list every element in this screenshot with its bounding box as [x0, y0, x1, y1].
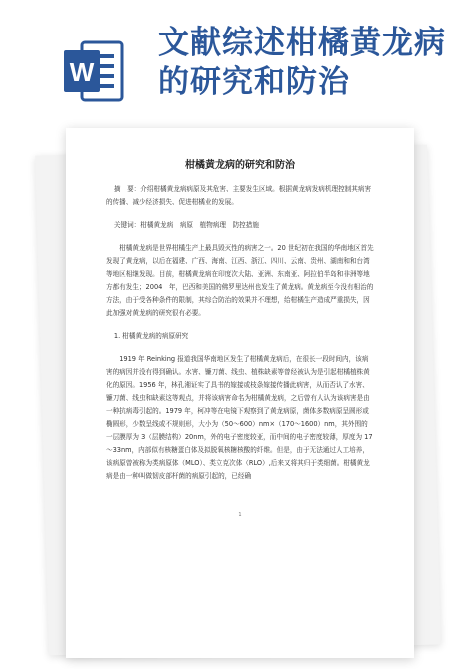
page-number: 1 — [238, 512, 242, 518]
section-heading: 1. 柑橘黄龙病的病原研究 — [113, 332, 189, 340]
word-logo-letter: W — [69, 57, 95, 87]
document-page — [66, 128, 414, 658]
intro-paragraph: 柑橘黄龙病是世界柑橘生产上最具毁灭性的病害之一。20 世纪初在我国的华南地区首先发现了黄龙病，以后在福建、广西、海南、江西、浙江、四川、云南、贵州、湖南和和台湾等地区相继发现。目前，柑橘黄龙病在印度次大陆、亚洲、东南亚、阿拉伯半岛和非洲等地方都有发生；2004 年，巴西和美国的佛罗里达州也发生了黄龙病。黄龙病至今没有相治的方法，由于受各种条件的限制，其综合防治的效果并不理想，给柑橘生产造成严重损失，因此加强对黄龙病的研究很有必要。 — [106, 244, 374, 317]
banner — [0, 0, 474, 128]
abstract-paragraph: 摘 要：介绍柑橘黄龙病病原及其危害、主要发生区域。根据黄龙病发病机理控制其病害的传播、减少经济损失、促进柑橘业的发展。 — [106, 185, 372, 206]
word-document-icon — [62, 38, 124, 104]
keywords-paragraph: 关键词：柑橘黄龙病 病原 植物病理 防控措施 — [113, 221, 259, 229]
document-title: 柑橘黄龙病的研究和防治 — [185, 160, 295, 171]
banner-title: 文献综述柑橘黄龙病的研究和防治 — [158, 25, 446, 100]
section-body-paragraph: 1919 年 Reinking 报道我国华南地区发生了柑橘黄龙病后，在很长一段时间内，该病害的病因并没有得到确认。水害、镰刀菌、线虫、植株缺素等曾经被认为是引起柑橘植株黄化的原因。1956 年，林孔湘证实了具书的嫁接或枝条嫁接传播此病害，从而否认了水害、镰刀菌、线虫和缺素这等观点，并将该病害命名为柑橘黄龙病，之后曾有人认为该病害是由一种抗病毒引起的。1979 年，柯冲等在电镜下观察到了黄龙病原，菌体多数病原呈圆形或椭圆形，少数呈线或不规则形，大小为（50～600）nm×（170～1600）nm，其外围的一层膜厚为 3（层膜结构）20nm，外的电子密度较亚，而中间的电子密度较薄，厚度为 17～33nm，内部似有核糖蛋白体及拟脱氧核糖核酸的纤维。但是，由于无法通过人工培养，该病原曾被称为类病原体（MLO）、类立克次体（RLO）,后来又将其归于类细菌。柑橘黄龙病是由一种叫做韧皮部杆菌的病原引起的，已经确 — [106, 355, 373, 480]
document-body — [66, 183, 414, 483]
